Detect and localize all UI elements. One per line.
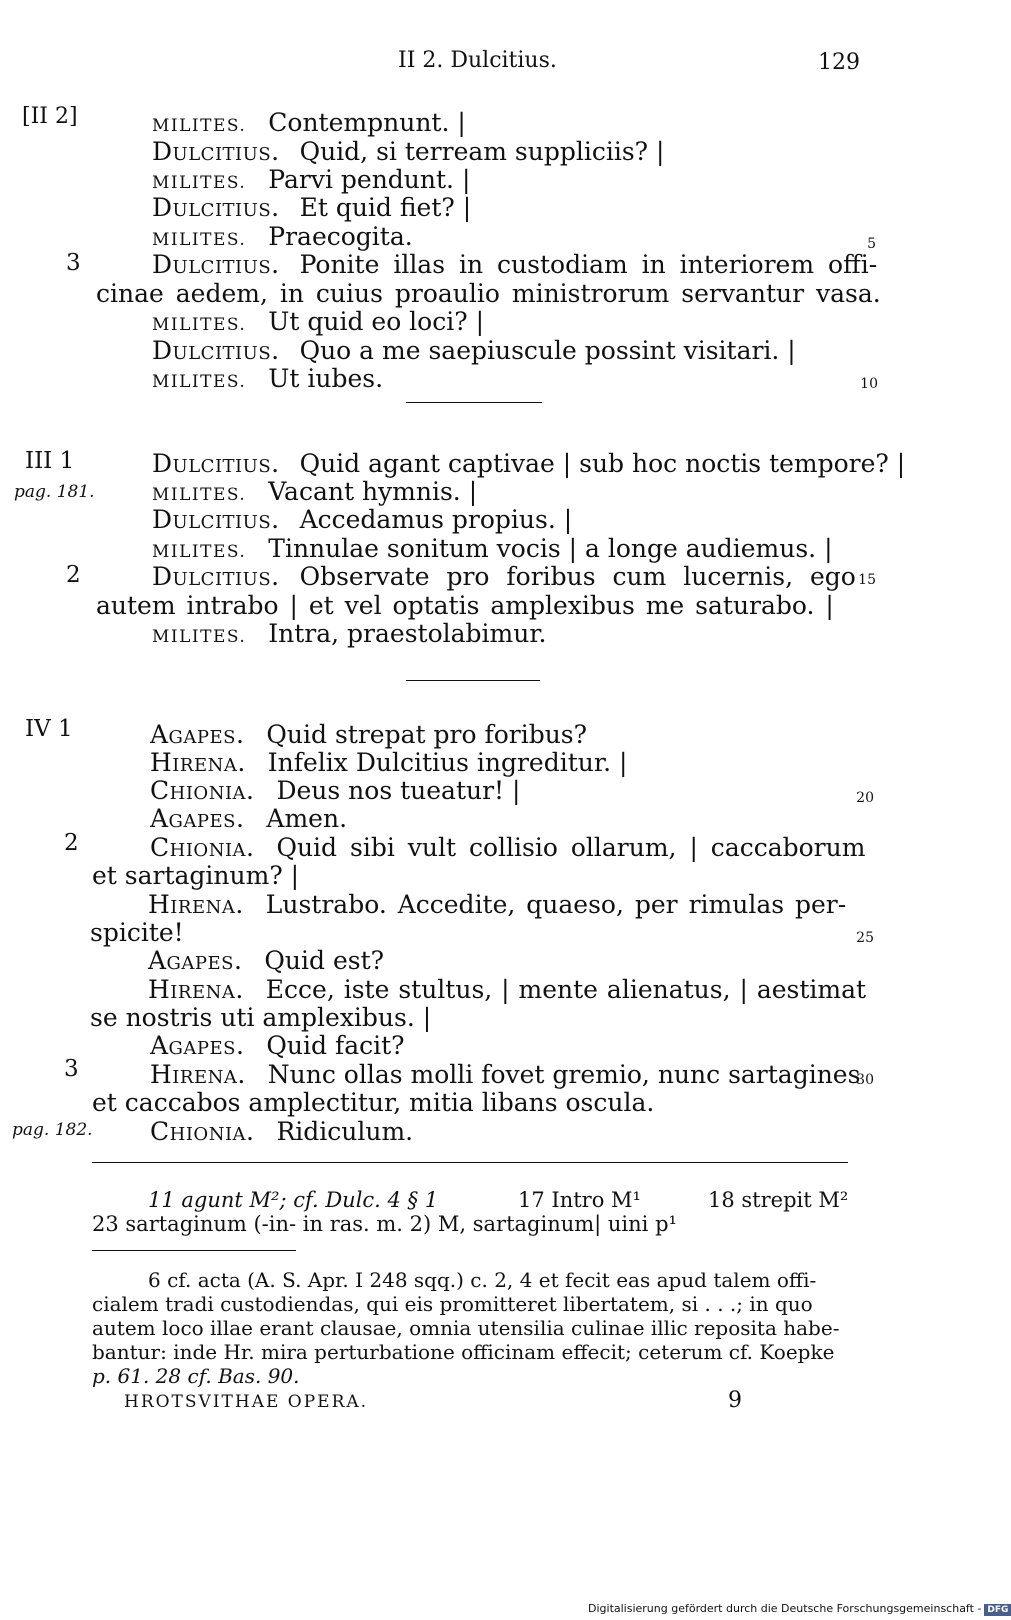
speech: Quid strepat pro foribus? bbox=[266, 720, 588, 749]
speech: Ut iubes. bbox=[268, 364, 384, 393]
dialogue-line bbox=[152, 364, 383, 393]
dfg-logo: DFG bbox=[984, 1604, 1011, 1616]
speaker: MILITES. bbox=[152, 116, 247, 136]
speech: Amen. bbox=[266, 804, 348, 833]
dialogue-continuation: se nostris uti amplexibus. | bbox=[90, 1003, 432, 1032]
dialogue-line bbox=[152, 108, 466, 137]
speech: Intra, praestolabimur. bbox=[268, 619, 547, 648]
dialogue-line bbox=[152, 193, 471, 222]
speech: Ecce, iste stultus, | mente alienatus, | aestimat bbox=[265, 975, 867, 1004]
dialogue-line bbox=[150, 720, 587, 749]
page-number: 129 bbox=[818, 50, 860, 75]
dialogue-continuation: spicite! bbox=[90, 918, 184, 947]
dialogue-line bbox=[150, 804, 347, 833]
note-line: autem loco illae erant clausae, omnia utensilia culinae illic reposita habe- bbox=[92, 1316, 840, 1340]
dialogue-line bbox=[148, 975, 866, 1004]
speaker: MILITES. bbox=[152, 173, 247, 193]
sheet-signature: 9 bbox=[728, 1388, 742, 1413]
apparatus-entry: 18 strepit M² bbox=[708, 1188, 849, 1212]
speaker: Dulcitius. bbox=[152, 336, 280, 365]
section-number: 2 bbox=[66, 562, 81, 588]
speech: Praecogita. bbox=[268, 222, 413, 251]
speaker: Dulcitius. bbox=[152, 193, 280, 222]
speech: Quid, si terream suppliciis? | bbox=[299, 137, 665, 166]
speaker: MILITES. bbox=[152, 542, 247, 562]
speaker: Chionia. bbox=[150, 1117, 255, 1146]
digitization-text: Digitalisierung gefördert durch die Deutsche Forschungsgemeinschaft - bbox=[588, 1602, 982, 1615]
digitization-credit bbox=[588, 1602, 1011, 1616]
speech: Et quid fiet? | bbox=[299, 193, 472, 222]
section-bracket: [II 2] bbox=[22, 104, 78, 129]
speaker: Dulcitius. bbox=[152, 505, 280, 534]
section-number: 3 bbox=[64, 1056, 79, 1082]
speaker: Hirena. bbox=[148, 975, 244, 1004]
speech: Quo a me saepiuscule possint visitari. | bbox=[299, 336, 796, 365]
dialogue-line bbox=[152, 250, 878, 279]
speech: Ridiculum. bbox=[276, 1117, 414, 1146]
apparatus-entry: 23 sartaginum (-in- in ras. m. 2) M, sartaginum| uini p¹ bbox=[92, 1212, 677, 1236]
notes-rule bbox=[92, 1250, 296, 1251]
dialogue-line bbox=[152, 505, 572, 534]
line-number: 15 bbox=[858, 572, 876, 588]
section-number: 2 bbox=[64, 830, 79, 856]
speaker: Dulcitius. bbox=[152, 250, 280, 279]
speech: Contempnunt. | bbox=[268, 108, 466, 137]
dialogue-line bbox=[152, 137, 664, 166]
dialogue-line bbox=[150, 1031, 405, 1060]
speaker: Dulcitius. bbox=[152, 137, 280, 166]
speech: Parvi pendunt. | bbox=[268, 165, 471, 194]
dialogue-line bbox=[152, 449, 905, 478]
note-line: bantur: inde Hr. mira perturbatione officinam effecit; ceterum cf. Koepke bbox=[92, 1340, 835, 1364]
line-number: 20 bbox=[856, 790, 874, 806]
speech: Quid facit? bbox=[266, 1031, 405, 1060]
speaker: Dulcitius. bbox=[152, 449, 280, 478]
dialogue-continuation: cinae aedem, in cuius proaulio ministrorum servantur vasa. bbox=[96, 279, 881, 308]
dialogue-line bbox=[150, 833, 865, 862]
dialogue-line bbox=[152, 619, 547, 648]
book-signature-title: HROTSVITHAE OPERA. bbox=[124, 1392, 369, 1412]
speaker: Agapes. bbox=[148, 946, 243, 975]
speaker: Hirena. bbox=[148, 890, 244, 919]
codex-page-ref: pag. 181. bbox=[14, 482, 95, 502]
apparatus-entry: 11 agunt M²; cf. Dulc. 4 § 1 bbox=[148, 1188, 439, 1212]
speech: Observate pro foribus cum lucernis, ego bbox=[299, 562, 856, 591]
note-line: 6 cf. acta (A. S. Apr. I 248 sqq.) c. 2, 4 et fecit eas apud talem offi- bbox=[148, 1268, 817, 1292]
dialogue-line bbox=[148, 946, 384, 975]
section-divider bbox=[406, 680, 540, 681]
dialogue-line bbox=[148, 890, 846, 919]
note-line: cialem tradi custodiendas, qui eis promitteret libertatem, si . . .; in quo bbox=[92, 1292, 813, 1316]
dialogue-line bbox=[152, 222, 413, 251]
speech: Deus nos tueatur! | bbox=[276, 776, 521, 805]
apparatus-rule bbox=[92, 1162, 848, 1163]
section-number: 3 bbox=[66, 250, 81, 276]
speaker: MILITES. bbox=[152, 315, 247, 335]
line-number: 30 bbox=[856, 1072, 874, 1088]
apparatus-entry: 17 Intro M¹ bbox=[518, 1188, 641, 1212]
dialogue-line bbox=[150, 1060, 860, 1089]
speech: Vacant hymnis. | bbox=[268, 477, 478, 506]
speaker: Agapes. bbox=[150, 720, 245, 749]
section-number: III 1 bbox=[25, 448, 75, 474]
dialogue-line bbox=[152, 534, 833, 563]
speaker: MILITES. bbox=[152, 627, 247, 647]
section-divider bbox=[406, 402, 542, 403]
speech: Accedamus propius. | bbox=[299, 505, 573, 534]
speaker: Agapes. bbox=[150, 1031, 245, 1060]
dialogue-line bbox=[152, 307, 484, 336]
speaker: Hirena. bbox=[150, 1060, 246, 1089]
speaker: Hirena. bbox=[150, 748, 246, 777]
line-number: 10 bbox=[860, 376, 878, 392]
speech: Nunc ollas molli fovet gremio, nunc sartagines bbox=[267, 1060, 861, 1089]
speech: Lustrabo. Accedite, quaeso, per rimulas per- bbox=[265, 890, 847, 919]
dialogue-line bbox=[152, 165, 470, 194]
speech: Quid sibi vult collisio ollarum, | caccaborum bbox=[276, 833, 866, 862]
dialogue-line bbox=[150, 776, 520, 805]
dialogue-line bbox=[150, 748, 627, 777]
speaker: MILITES. bbox=[152, 230, 247, 250]
running-title: II 2. Dulcitius. bbox=[398, 48, 557, 73]
note-line: p. 61. 28 cf. Bas. 90. bbox=[92, 1364, 300, 1388]
speech: Infelix Dulcitius ingreditur. | bbox=[267, 748, 628, 777]
speaker: Chionia. bbox=[150, 776, 255, 805]
dialogue-continuation: et sartaginum? | bbox=[92, 861, 300, 890]
speech: Ponite illas in custodiam in interiorem offi- bbox=[299, 250, 878, 279]
speech: Tinnulae sonitum vocis | a longe audiemus. | bbox=[268, 534, 833, 563]
speaker: Chionia. bbox=[150, 833, 255, 862]
line-number: 25 bbox=[856, 930, 874, 946]
dialogue-line bbox=[152, 477, 477, 506]
dialogue-line bbox=[152, 562, 856, 591]
speech: Quid agant captivae | sub hoc noctis tempore? | bbox=[299, 449, 906, 478]
speech: Quid est? bbox=[264, 946, 385, 975]
speech: Ut quid eo loci? | bbox=[268, 307, 485, 336]
line-number: 5 bbox=[867, 236, 876, 252]
speaker: Agapes. bbox=[150, 804, 245, 833]
speaker: MILITES. bbox=[152, 372, 247, 392]
codex-page-ref: pag. 182. bbox=[12, 1120, 93, 1140]
dialogue-continuation: autem intrabo | et vel optatis amplexibus me saturabo. | bbox=[96, 591, 834, 620]
speaker: MILITES. bbox=[152, 485, 247, 505]
dialogue-continuation: et caccabos amplectitur, mitia libans oscula. bbox=[92, 1088, 655, 1117]
speaker: Dulcitius. bbox=[152, 562, 280, 591]
dialogue-line bbox=[150, 1117, 413, 1146]
dialogue-line bbox=[152, 336, 796, 365]
section-number: IV 1 bbox=[25, 716, 73, 742]
